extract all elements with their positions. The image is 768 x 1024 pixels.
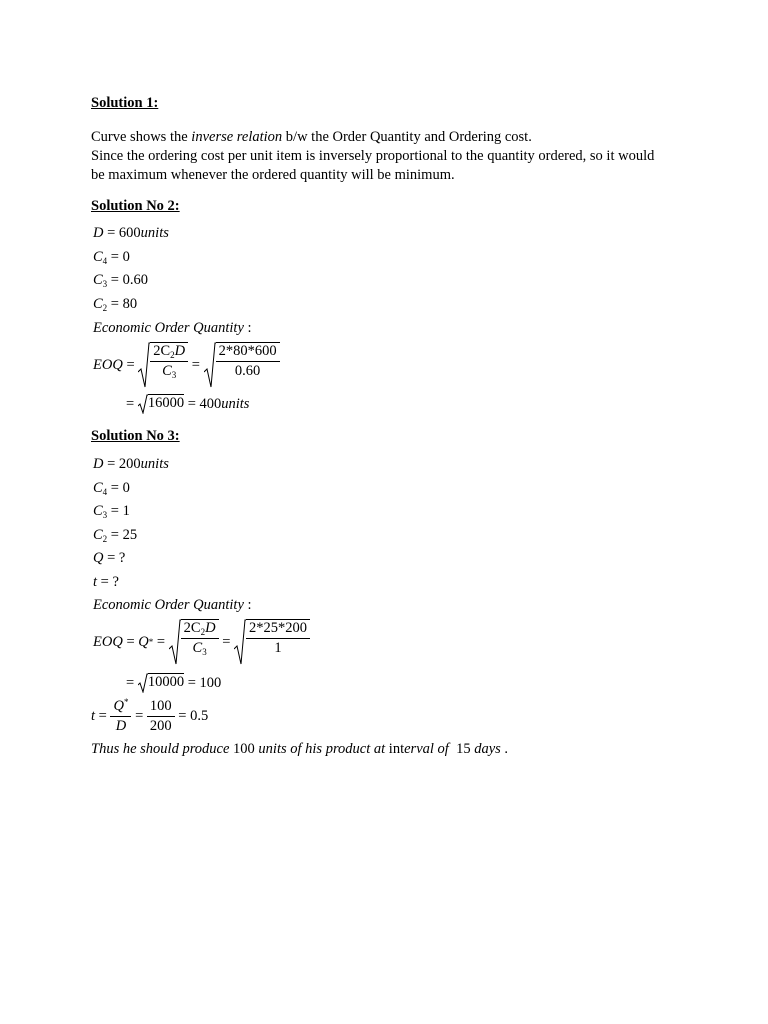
sol3-t-frac-1: $\frac{Q^*}{D}$ [110, 698, 131, 735]
sol3-eoq-result: = 10000 = 100 [126, 673, 221, 693]
sol2-eoq-label: Economic Order Quantity : [93, 320, 252, 336]
sol2-eoq-result: = 16000 = 400 units [126, 394, 249, 414]
sol3-eoq-formula: EOQ = Q * = $\frac{2C_2D}{C_3}$ = $\frac{2*25*200}{1}$ [93, 619, 310, 665]
sol3-frac-2: $\frac{2*25*200}{1}$ [246, 620, 310, 657]
sol3-q: Q = ? [93, 550, 126, 566]
sol3-t: t = ? [93, 574, 119, 590]
solution-1-line-1: Curve shows the inverse relation b/w the Order Quantity and Ordering cost. [91, 129, 532, 145]
sol3-t-frac-2: $\frac{100}{200}$ [147, 698, 175, 735]
solution-1-line-2: Since the ordering cost per unit item is inversely proportional to the quantity ordered, so it would [91, 148, 655, 164]
solution-3-heading: Solution No 3: [91, 428, 180, 444]
sol2-eoq-formula: EOQ = $\frac{2C_2D}{C_3}$ = $\frac{2*80*600}{0.60}$ [93, 342, 280, 388]
sol2-frac-1: $\frac{2C_2D}{C_3}$ [150, 343, 188, 380]
sqrt-symbol: 10000 [138, 673, 184, 693]
sol3-c3: $C_3 = 1$ [93, 503, 130, 520]
sqrt-symbol [204, 342, 280, 388]
sol2-frac-2: $\frac{2*80*600}{0.60}$ [216, 343, 280, 380]
sol2-c4: $C_4 = 0$ [93, 249, 130, 266]
sol3-demand: D = 200units [93, 456, 169, 472]
sol3-t-formula: t = $\frac{Q^*}{D}$ = $\frac{100}{200}$ = 0.5 [91, 697, 209, 734]
sol2-c3: $C_3 = 0.60$ [93, 272, 148, 289]
sqrt-symbol: 16000 [138, 394, 184, 414]
sqrt-symbol [169, 619, 219, 665]
sol2-c2: $C_2 = 80$ [93, 296, 138, 313]
sol3-eoq-label: Economic Order Quantity : [93, 597, 252, 613]
solution-2-heading: Solution No 2: [91, 198, 180, 214]
sol2-demand: D = 600units [93, 225, 169, 241]
sol3-frac-1: $\frac{2C_2D}{C_3}$ [181, 620, 219, 657]
sqrt-symbol [138, 342, 188, 388]
sol3-c2: $C_2 = 25$ [93, 527, 138, 544]
solution-1-heading: Solution 1: [91, 95, 159, 111]
sol3-c4: $C_4 = 0$ [93, 480, 130, 497]
sol3-conclusion: Thus he should produce 100 units of his product at interval of 15 days . [91, 741, 509, 757]
solution-1-line-3: be maximum whenever the ordered quantity will be minimum. [91, 167, 455, 183]
sqrt-symbol [234, 619, 310, 665]
